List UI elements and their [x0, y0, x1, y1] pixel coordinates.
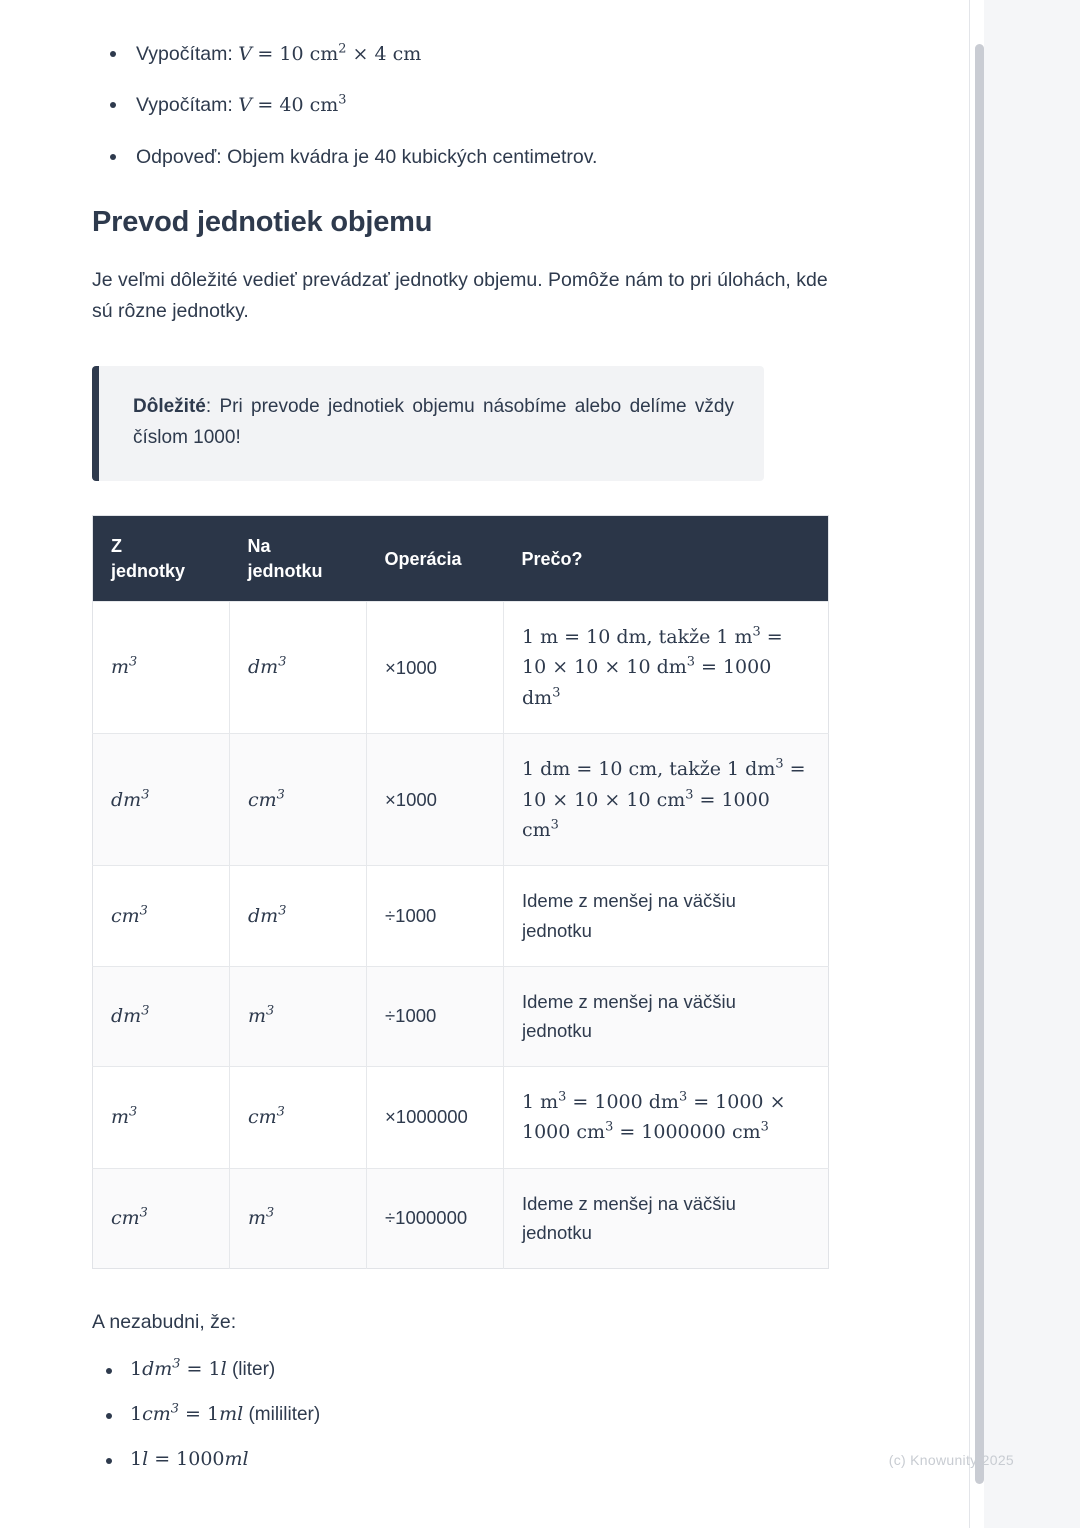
cell-reason: Ideme z menšej na väčšiu jednotku	[504, 1168, 829, 1268]
cell-from: $cm^3$	[93, 866, 230, 966]
cell-operation: ×1000	[367, 602, 504, 734]
cell-reason: Ideme z menšej na väčšiu jednotku	[504, 966, 829, 1066]
column-header-line2: jednotku	[247, 560, 323, 581]
bullet-math-rest: = 10 $cm^2 \times 4$ cm	[257, 41, 422, 65]
bullet-label: Vypočítam:	[136, 43, 233, 65]
cell-from: $dm^3$	[93, 734, 230, 866]
cell-from: $m^3$	[93, 602, 230, 734]
table-header-row	[93, 516, 829, 602]
column-header-from	[93, 516, 230, 602]
scrollbar-thumb[interactable]	[975, 44, 984, 1484]
intro-paragraph: Je veľmi dôležité vedieť prevádzať jednotky objemu. Pomôže nám to pri úlohách, kde sú rôzne jednotky.	[92, 268, 828, 323]
table-row	[93, 734, 829, 866]
cell-to: $m^3$	[230, 1168, 367, 1268]
table-row	[93, 1168, 829, 1268]
cell-from: $dm^3$	[93, 966, 230, 1066]
cell-reason: 1 m = 10 dm, takže 1 $m^3 = 10 \times 10 \times 10$ $dm^3 = 1000$ $dm^3$	[504, 602, 829, 734]
cell-operation: ÷1000	[367, 966, 504, 1066]
page-title: Prevod jednotiek objemu	[92, 205, 433, 238]
cell-reason: Ideme z menšej na väčšiu jednotku	[504, 866, 829, 966]
list-item	[92, 91, 832, 120]
list-item: $1cm^3 = 1ml$ (mililiter)	[92, 1403, 832, 1426]
page-right-margin	[969, 0, 1080, 1528]
bullet-text: Objem kvádra je 40 kubických centimetrov.	[227, 145, 598, 168]
cell-operation: ×1000	[367, 734, 504, 866]
column-header-to	[230, 516, 367, 602]
bullet-math: V	[238, 43, 252, 65]
list-item	[92, 143, 832, 172]
cell-operation: ÷1000	[367, 866, 504, 966]
table-row	[93, 602, 829, 734]
bullet-math: V	[238, 94, 252, 117]
column-header-line1: Na	[247, 536, 271, 557]
callout-text	[133, 392, 734, 454]
table-row	[93, 1066, 829, 1168]
column-header-reason	[504, 516, 829, 602]
bullet-label: Vypočítam:	[136, 94, 233, 117]
cell-to: $dm^3$	[230, 866, 367, 966]
callout-label: Dôležité	[133, 395, 206, 417]
cell-to: $cm^3$	[230, 734, 367, 866]
important-callout	[92, 366, 764, 482]
table-body	[93, 602, 829, 1269]
table-header	[93, 516, 829, 602]
cell-from: $m^3$	[93, 1066, 230, 1168]
table-row	[93, 866, 829, 966]
cell-reason: 1 $m^3 = 1000$ $dm^3 = 1000 \times 1000$ $cm^3 = 1000000$ $cm^3$	[504, 1066, 829, 1168]
conversion-table	[92, 515, 829, 1268]
column-header-line2: jednotky	[111, 560, 186, 581]
column-header-line1: Prečo?	[521, 548, 583, 569]
after-table-text: A nezabudni, že:	[92, 1310, 237, 1333]
cell-reason: 1 dm = 10 cm, takže 1 $dm^3 = 10 \times 10 \times 10$ $cm^3 = 1000$ $cm^3$	[504, 734, 829, 866]
table-row	[93, 966, 829, 1066]
cell-to: $m^3$	[230, 966, 367, 1066]
callout-body: : Pri prevode jednotiek objemu násobíme alebo delíme vždy číslom 1000!	[133, 395, 734, 448]
list-item	[92, 40, 832, 69]
top-bullet-list	[92, 40, 832, 172]
bottom-bullet-list	[92, 1358, 832, 1471]
cell-to: $cm^3$	[230, 1066, 367, 1168]
list-item: 1l = 1000ml	[92, 1448, 832, 1471]
bullet-label: Odpoveď:	[136, 145, 222, 168]
column-header-operation	[367, 516, 504, 602]
cell-to: $dm^3$	[230, 602, 367, 734]
list-item: $1dm^3 = 1l$ (liter)	[92, 1358, 832, 1381]
document-content	[92, 40, 832, 1493]
cell-operation: ÷1000000	[367, 1168, 504, 1268]
bullet-math-rest: = 40 $cm^3$	[257, 92, 347, 117]
column-header-line1: Operácia	[384, 548, 462, 569]
column-header-line1: Z	[111, 536, 122, 557]
cell-from: $cm^3$	[93, 1168, 230, 1268]
watermark: (c) Knowunity 2025	[888, 1452, 1014, 1468]
cell-operation: ×1000000	[367, 1066, 504, 1168]
